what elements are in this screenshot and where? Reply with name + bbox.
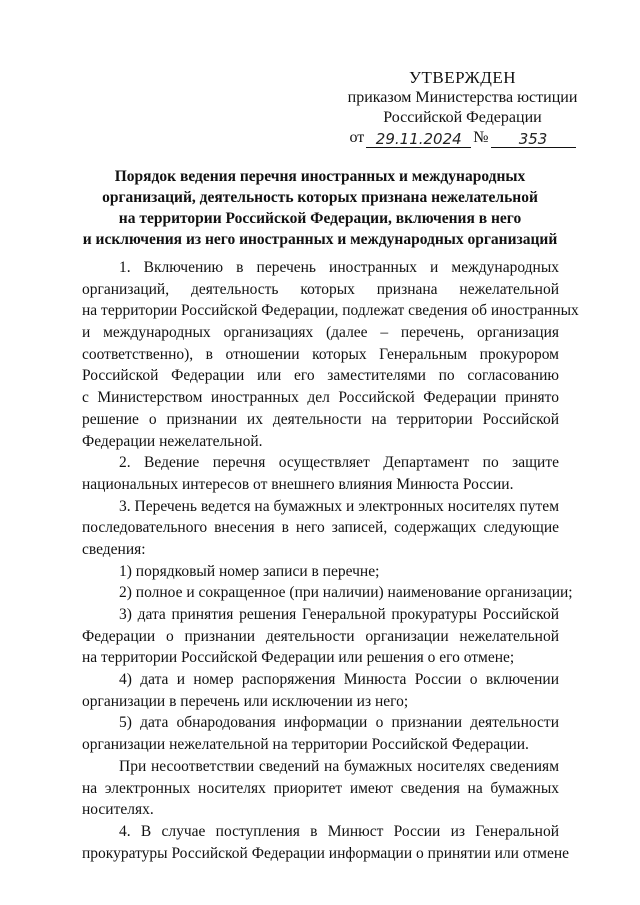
paragraph	[82, 712, 559, 755]
text-line: организаций, деятельность которых признана нежелательной	[82, 280, 559, 298]
text-line: 1) порядковый номер записи в перечне;	[119, 562, 380, 580]
paragraph	[82, 756, 559, 821]
approval-line-1: приказом Министерства юстиции	[347, 89, 578, 106]
text-line: организации в перечень или исключении из него;	[82, 692, 409, 710]
text-line: Федерации нежелательной.	[82, 432, 263, 450]
text-line: на территории Российской Федерации, подлежат сведения об иностранных	[82, 302, 579, 320]
text-line: 3. Перечень ведется на бумажных и электронных носителях путем	[119, 497, 559, 515]
heading-line: и исключения из него иностранных и международных организаций	[82, 231, 558, 248]
paragraph	[82, 257, 579, 452]
paragraph	[82, 582, 573, 604]
text-line: 2. Ведение перечня осуществляет Департамент по защите	[119, 454, 559, 472]
paragraph	[82, 561, 559, 583]
text-line: последовательного внесения в него записей, содержащих следующие	[82, 519, 559, 537]
text-line: 3) дата принятия решения Генеральной прокуратуры Российской	[119, 606, 559, 623]
text-line: 1. Включению в перечень иностранных и международных	[119, 259, 559, 276]
paragraph	[82, 452, 559, 495]
text-line: и международных организациях (далее – перечень, организация	[82, 324, 559, 342]
approval-title: УТВЕРЖДЕН	[409, 68, 516, 87]
text-line: Российской Федерации или его заместителями по согласованию	[82, 367, 559, 385]
order-date-number	[330, 128, 595, 148]
text-line: с Министерством иностранных дел Российской Федерации принято	[82, 389, 559, 407]
from-label: от	[349, 129, 365, 146]
approval-line-2: Российской Федерации	[383, 109, 542, 126]
document-heading	[60, 166, 580, 250]
text-line: национальных интересов от внешнего влияния Минюста России.	[82, 475, 514, 493]
paragraph	[82, 604, 559, 669]
text-line: на электронных носителях приоритет имеют сведения на бумажных	[82, 779, 559, 797]
text-line: 4) дата и номер распоряжения Минюста России о включении	[119, 671, 559, 689]
text-line: прокуратуры Российской Федерации информации о принятии или отмене	[82, 844, 570, 862]
text-line: решение о признании их деятельности на территории Российской	[82, 410, 559, 428]
text-line: сведения:	[82, 540, 146, 558]
text-line: соответственно), в отношении которых Генеральным прокурором	[82, 345, 559, 363]
order-number: 353	[491, 131, 576, 148]
order-date: 29.11.2024	[366, 131, 471, 148]
paragraph	[82, 496, 559, 561]
text-line: Федерации о признании деятельности организации нежелательной	[82, 627, 559, 645]
heading-line: на территории Российской Федерации, включения в него	[118, 210, 522, 227]
text-line: При несоответствии сведений на бумажных носителях сведениям	[119, 757, 559, 775]
text-line: организации нежелательной на территории Российской Федерации.	[82, 736, 529, 754]
paragraph	[82, 821, 570, 864]
text-line: 2) полное и сокращенное (при наличии) наименование организации;	[119, 584, 573, 602]
approval-stamp	[330, 68, 595, 148]
heading-line: организаций, деятельность которых признана нежелательной	[102, 189, 538, 206]
text-line: 5) дата обнародования информации о признании деятельности	[119, 714, 559, 732]
text-line: 4. В случае поступления в Минюст России из Генеральной	[119, 822, 559, 840]
document-body	[82, 257, 579, 864]
text-line: на территории Российской Федерации или решения о его отмене;	[82, 649, 515, 667]
heading-line: Порядок ведения перечня иностранных и международных	[114, 168, 526, 185]
text-line: носителях.	[82, 801, 154, 819]
paragraph	[82, 669, 559, 712]
number-label: №	[473, 129, 489, 146]
